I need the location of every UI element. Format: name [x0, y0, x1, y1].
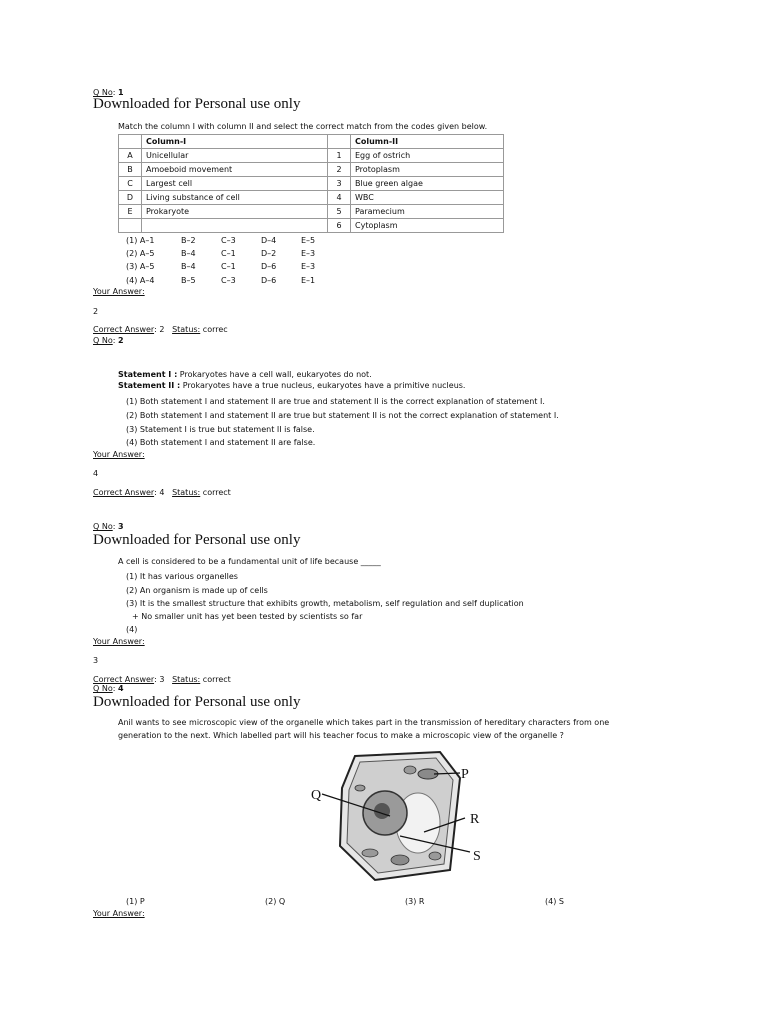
mitochondrion	[362, 849, 378, 857]
column-1-cell: Living substance of cell	[142, 191, 328, 205]
mitochondrion	[429, 852, 441, 860]
row-letter: A	[119, 149, 142, 163]
option-3: (3) Statement I is true but statement II is false.	[126, 425, 315, 434]
column-2-cell: Paramecium	[351, 205, 504, 219]
plant-cell-diagram	[300, 748, 500, 888]
row-number: 3	[328, 177, 351, 191]
row-letter	[119, 219, 142, 233]
column-2-cell: WBC	[351, 191, 504, 205]
option-4: (4)	[126, 625, 138, 634]
option-2: (2) Both statement I and statement II are true but statement II is not the correct explanation of statement I.	[126, 411, 559, 420]
your-answer-label: Your Answer:	[93, 287, 145, 296]
option-1: (1) P	[126, 897, 145, 906]
table-row	[119, 177, 504, 191]
row-number: 5	[328, 205, 351, 219]
option-4: (4) S	[545, 897, 564, 906]
row-letter: E	[119, 205, 142, 219]
row-letter: C	[119, 177, 142, 191]
column-2-cell: Protoplasm	[351, 163, 504, 177]
table-row	[119, 219, 504, 233]
watermark-banner: Downloaded for Personal use only	[93, 694, 301, 710]
statement-1: Statement I : Prokaryotes have a cell wall, eukaryotes do not.	[118, 370, 372, 379]
your-answer-label: Your Answer:	[93, 909, 145, 918]
your-answer-label: Your Answer:	[93, 637, 145, 646]
table-row	[119, 163, 504, 177]
row-letter: B	[119, 163, 142, 177]
question-number-4: Q No: 4	[93, 684, 124, 693]
column-1-cell: Amoeboid movement	[142, 163, 328, 177]
option-1: (1) It has various organelles	[126, 572, 238, 581]
matching-table	[118, 134, 504, 233]
answer-summary: Correct Answer: 2 Status: correc	[93, 325, 228, 334]
option-3: (3) It is the smallest structure that exhibits growth, metabolism, self regulation and self duplication	[126, 599, 524, 608]
option-4: (4) Both statement I and statement II are false.	[126, 438, 316, 447]
option-3-continuation: + No smaller unit has yet been tested by scientists so far	[132, 612, 363, 621]
table-row	[119, 205, 504, 219]
question-4-prompt-line-1: Anil wants to see microscopic view of the organelle which takes part in the transmission of hereditary characters from one	[118, 718, 610, 727]
row-number: 1	[328, 149, 351, 163]
table-row	[119, 149, 504, 163]
column-1-cell: Prokaryote	[142, 205, 328, 219]
organelle	[355, 785, 365, 791]
watermark-banner: Downloaded for Personal use only	[93, 532, 301, 548]
label-r: R	[470, 812, 480, 827]
chloroplast	[391, 855, 409, 865]
question-number-2: Q No: 2	[93, 336, 124, 345]
question-number-3: Q No: 3	[93, 522, 124, 531]
mitochondrion	[404, 766, 416, 774]
table-row	[119, 191, 504, 205]
column-2-cell: Cytoplasm	[351, 219, 504, 233]
question-number-1: Q No: 1	[93, 88, 124, 97]
row-number: 2	[328, 163, 351, 177]
question-3-prompt: A cell is considered to be a fundamental unit of life because _____	[118, 557, 381, 566]
option-2: (2) An organism is made up of cells	[126, 586, 268, 595]
column-1-cell: Unicellular	[142, 149, 328, 163]
row-number: 4	[328, 191, 351, 205]
option-1: (1) Both statement I and statement II are true and statement II is the correct explanation of statement I.	[126, 397, 545, 406]
statement-2: Statement II : Prokaryotes have a true nucleus, eukaryotes have a primitive nucleus.	[118, 381, 466, 390]
your-answer-value: 4	[93, 469, 99, 478]
your-answer-value: 2	[93, 307, 99, 316]
column-1-cell	[142, 219, 328, 233]
label-p: P	[461, 767, 469, 782]
row-number: 6	[328, 219, 351, 233]
question-1-prompt: Match the column I with column II and select the correct match from the codes given below.	[118, 122, 488, 131]
column-1-cell: Largest cell	[142, 177, 328, 191]
option-2: (2) Q	[265, 897, 286, 906]
question-4-prompt-line-2: generation to the next. Which labelled part will his teacher focus to make a microscopic view of the organelle ?	[118, 731, 564, 740]
option-3: (3) R	[405, 897, 425, 906]
answer-summary: Correct Answer: 3 Status: correct	[93, 675, 231, 684]
column-2-cell: Blue green algae	[351, 177, 504, 191]
label-q: Q	[311, 788, 322, 803]
your-answer-value: 3	[93, 656, 99, 665]
your-answer-label: Your Answer:	[93, 450, 145, 459]
watermark-banner: Downloaded for Personal use only	[93, 96, 301, 112]
answer-summary: Correct Answer: 4 Status: correct	[93, 488, 231, 497]
table-header-row	[119, 135, 504, 149]
column-1-header: Column-I	[142, 135, 328, 149]
column-2-header: Column-II	[351, 135, 504, 149]
column-2-cell: Egg of ostrich	[351, 149, 504, 163]
label-s: S	[473, 849, 481, 864]
row-letter: D	[119, 191, 142, 205]
